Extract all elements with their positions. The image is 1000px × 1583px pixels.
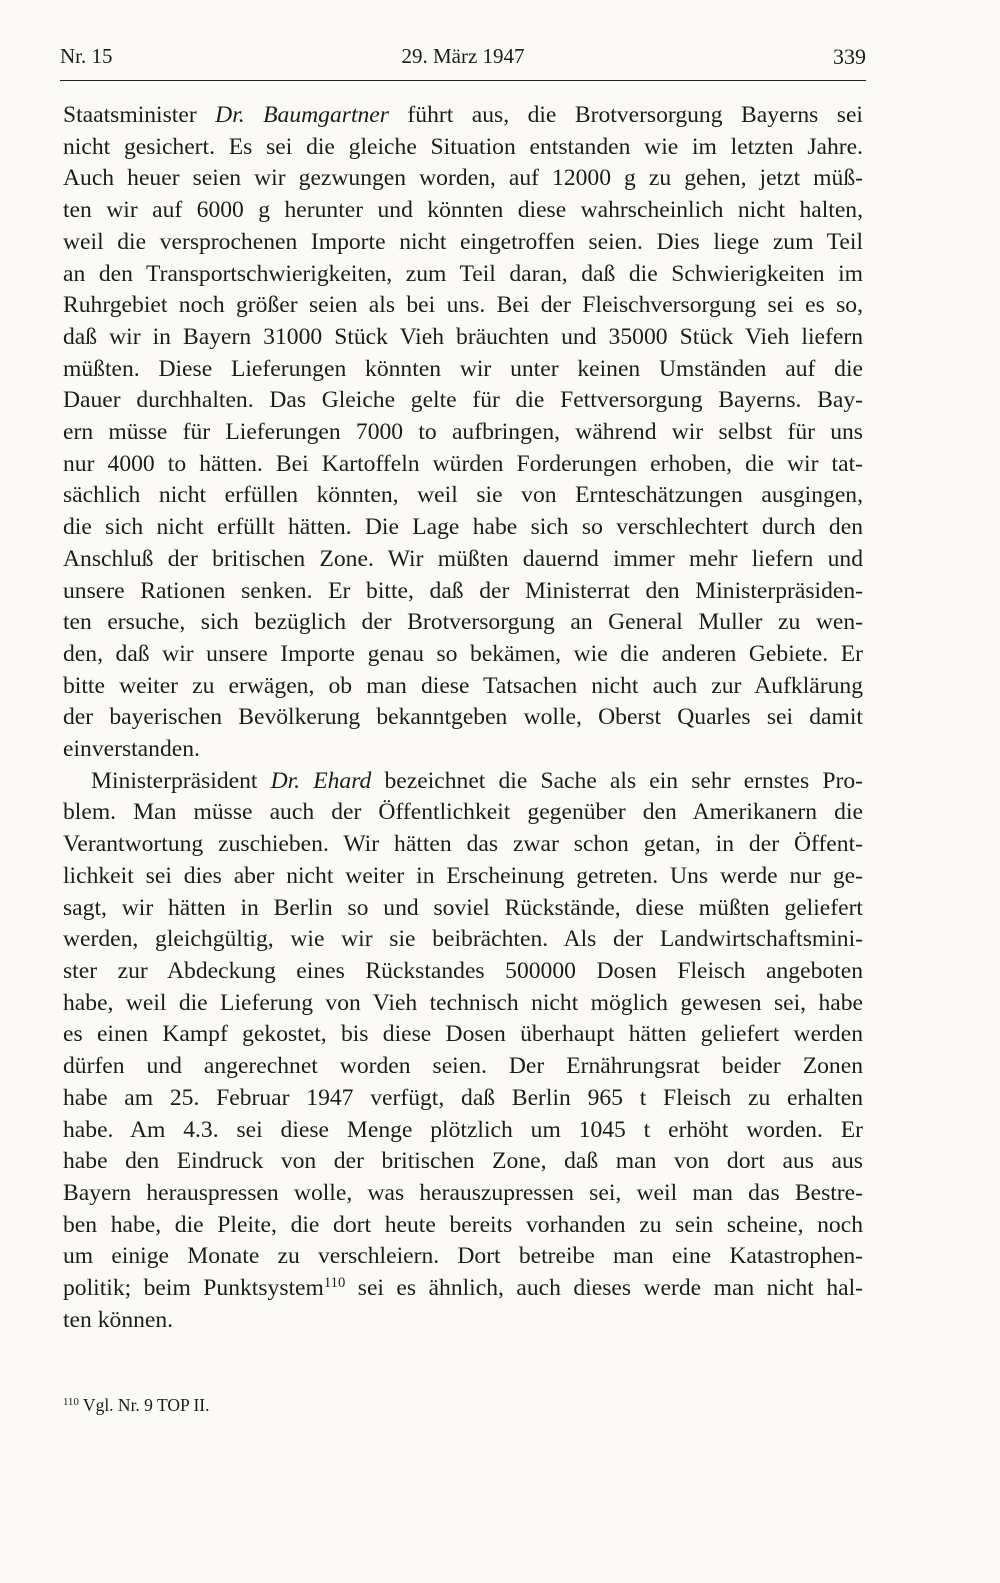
text-line [63,797,863,829]
text-line [63,480,863,512]
text-line [63,766,863,798]
line-text: daß wir in Bayern 31000 Stück Vieh bräuchten und 35000 Stück Vieh liefern [63,323,863,350]
line-text: müßten. Diese Lieferungen könnten wir unter keinen Umständen auf die [63,355,863,382]
text-line [63,100,863,132]
line-text: ten können. [63,1306,174,1333]
line-text: ten wir auf 6000 g herunter und könnten diese wahrscheinlich nicht halten, [63,197,863,224]
issue-number: Nr. 15 [60,44,113,68]
text-line [63,956,863,988]
line-text: Verantwortung zuschieben. Wir hätten das zwar schon getan, in der Öffent- [63,831,863,858]
line-text: Dauer durchhalten. Das Gleiche gelte für die Fettversorgung Bayerns. Bay- [63,387,863,414]
line-text: sagt, wir hätten in Berlin so und soviel Rückstände, diese müßten geliefert [63,894,863,921]
text-line [63,607,863,639]
text-line [63,702,863,734]
text-line [63,734,863,766]
line-text: habe, weil die Lieferung von Vieh technisch nicht möglich gewesen sei, habe [63,989,863,1016]
running-head [60,44,866,74]
footnote-reference: 110 [323,1274,346,1291]
line-text: nur 4000 to hätten. Bei Kartoffeln würden Forderungen erhoben, die wir tat- [63,450,863,477]
footnote-text: Vgl. Nr. 9 TOP II. [78,1395,210,1415]
text-line [63,385,863,417]
line-text: bezeichnet die Sache als ein sehr ernstes Pro- [371,767,863,794]
text-line [63,449,863,481]
footnote-number: 110 [63,1396,79,1409]
line-text: habe am 25. Februar 1947 verfügt, daß Berlin 965 t Fleisch zu erhalten [63,1084,863,1111]
line-text: Staatsminister [63,102,216,128]
body-text [63,100,863,1336]
text-line [63,195,863,227]
text-line [63,861,863,893]
line-text: die sich nicht erfüllt hätten. Die Lage habe sich so verschlechtert durch den [63,514,863,541]
text-line [63,988,863,1020]
text-line [63,132,863,164]
line-text: ster zur Abdeckung eines Rückstandes 500000 Dosen Fleisch angeboten [63,957,863,984]
text-line [63,1210,863,1242]
line-text: Anschluß der britischen Zone. Wir müßten dauernd immer mehr liefern und [63,545,863,572]
text-line [63,1305,863,1337]
line-text: um einige Monate zu verschleiern. Dort betreibe man eine Katastrophen- [63,1243,863,1270]
text-line [63,1115,863,1147]
paragraph [63,100,863,766]
line-text: einverstanden. [63,736,200,763]
text-line [63,290,863,322]
text-line [63,671,863,703]
line-text: blem. Man müsse auch der Öffentlichkeit gegenüber den Amerikanern die [63,799,863,826]
paragraph [63,766,863,1337]
text-line [63,1146,863,1178]
text-line [63,1083,863,1115]
text-line [63,924,863,956]
line-text: Ministerpräsident [91,767,271,794]
text-line [63,1273,863,1305]
footnote [63,1393,863,1417]
text-line [63,829,863,861]
text-line [63,893,863,925]
line-text: unsere Rationen senken. Er bitte, daß der Ministerrat den Ministerpräsiden- [63,577,863,604]
line-text: lichkeit sei dies aber nicht weiter in Erscheinung getreten. Uns werde nur ge- [63,862,863,889]
line-text: politik; beim Punktsystem [63,1275,324,1302]
line-text: sei es ähnlich, auch dieses werde man nicht hal- [345,1275,863,1302]
line-text: den, daß wir unsere Importe genau so bekämen, wie die anderen Gebiete. Er [63,640,863,667]
line-text: weil die versprochenen Importe nicht eingetroffen seien. Dies liege zum Teil [63,228,863,255]
text-line [63,1019,863,1051]
issue-date: 29. März 1947 [401,44,525,68]
text-line [63,417,863,449]
line-text: sächlich nicht erfüllen könnten, weil sie von Ernteschätzungen ausgingen, [63,482,863,509]
speaker-name: Dr. Baumgartner [215,102,389,128]
line-text: habe den Eindruck von der britischen Zone, daß man von dort aus aus [63,1148,863,1175]
text-line [63,1051,863,1083]
line-text: an den Transportschwierigkeiten, zum Teil daran, daß die Schwierigkeiten im [63,260,863,287]
text-line [63,227,863,259]
line-text: Auch heuer seien wir gezwungen worden, auf 12000 g zu gehen, jetzt müß- [63,165,863,192]
line-text: bitte weiter zu erwägen, ob man diese Tatsachen nicht auch zur Aufklärung [63,672,863,699]
line-text: es einen Kampf gekostet, bis diese Dosen überhaupt hätten geliefert werden [63,1021,863,1048]
text-line [63,259,863,291]
text-line [63,1178,863,1210]
line-text: ten ersuche, sich bezüglich der Brotversorgung an General Muller zu wen- [63,609,863,636]
text-line [63,576,863,608]
line-text: der bayerischen Bevölkerung bekanntgeben wolle, Oberst Quarles sei damit [63,704,863,731]
line-text: führt aus, die Brotversorgung Bayerns sei [388,102,863,128]
speaker-name: Dr. Ehard [270,767,372,794]
text-line [63,163,863,195]
line-text: werden, gleichgültig, wie wir sie beibrächten. Als der Landwirtschaftsmini- [63,926,863,953]
text-line [63,544,863,576]
header-rule [60,80,866,81]
text-line [63,512,863,544]
line-text: Ruhrgebiet noch größer seien als bei uns. Bei der Fleischversorgung sei es so, [63,292,863,319]
text-line [63,639,863,671]
text-line [63,354,863,386]
line-text: nicht gesichert. Es sei die gleiche Situation entstanden wie im letzten Jahre. [63,133,863,160]
line-text: ben habe, die Pleite, die dort heute bereits vorhanden zu sein scheine, noch [63,1211,863,1238]
line-text: dürfen und angerechnet worden seien. Der Ernährungsrat beider Zonen [63,1053,863,1080]
line-text: ern müsse für Lieferungen 7000 to aufbringen, während wir selbst für uns [63,419,863,446]
line-text: Bayern herauspressen wolle, was herauszupressen sei, weil man das Bestre- [63,1179,863,1206]
line-text: habe. Am 4.3. sei diese Menge plötzlich um 1045 t erhöht worden. Er [63,1116,863,1143]
text-line [63,322,863,354]
text-line [63,1241,863,1273]
page-number: 339 [833,44,866,69]
